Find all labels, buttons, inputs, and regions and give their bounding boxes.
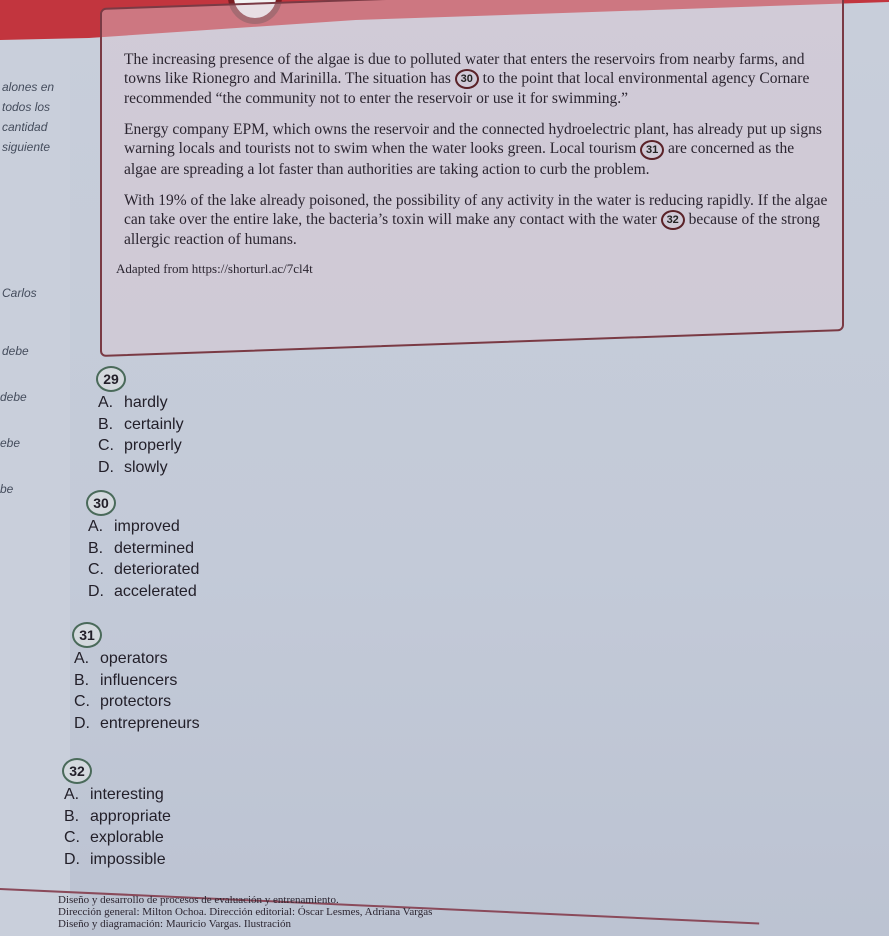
- reading-passage: [116, 50, 830, 277]
- blank-marker: 30: [455, 69, 479, 89]
- margin-word: siguiente: [2, 140, 51, 154]
- margin-word: cantidad: [2, 120, 48, 134]
- option-d[interactable]: D. impossible: [64, 850, 166, 868]
- option-b[interactable]: B. influencers: [74, 671, 178, 689]
- option-d[interactable]: D. accelerated: [88, 582, 197, 600]
- question-30: [86, 490, 199, 602]
- question-29: [96, 366, 184, 478]
- question-number: 30: [86, 490, 116, 516]
- option-b[interactable]: B. determined: [88, 539, 195, 557]
- margin-word: debe: [0, 390, 27, 404]
- option-a[interactable]: A. hardly: [98, 394, 168, 411]
- question-number: 31: [72, 622, 102, 648]
- option-d[interactable]: D. entrepreneurs: [74, 714, 200, 732]
- question-number: 29: [96, 366, 126, 392]
- option-c[interactable]: C. deteriorated: [88, 561, 200, 578]
- blank-marker: 32: [661, 210, 685, 230]
- margin-word: alones en: [2, 80, 55, 94]
- passage-paragraph-1: The increasing presence of the algae is due to polluted water that enters the reservoirs from nearby farms, and towns like Rionegro and Marinilla. The situation has 30 to the point that local environmental agency Cornare recommended “the community not to enter the reservoir or use it for swimming.”: [124, 51, 810, 108]
- option-a[interactable]: A. interesting: [64, 786, 164, 803]
- option-b[interactable]: B. certainly: [98, 415, 184, 433]
- margin-word: Carlos: [2, 286, 37, 300]
- passage-source: Adapted from https://shorturl.ac/7cl4t: [116, 261, 313, 277]
- passage-paragraph-2: Energy company EPM, which owns the reservoir and the connected hydroelectric plant, has already put up signs warning locals and tourists not to swim when the water looks green. Local tourism 31 are concerned as the algae are spreading a lot faster than authorities are taking action to curb the problem.: [124, 121, 822, 178]
- margin-word: todos los: [2, 100, 51, 114]
- option-c[interactable]: C. explorable: [64, 829, 164, 846]
- margin-word: be: [0, 482, 14, 496]
- option-c[interactable]: C. properly: [98, 437, 182, 454]
- question-number: 32: [62, 758, 92, 784]
- blank-marker: 31: [640, 140, 664, 160]
- option-a[interactable]: A. operators: [74, 650, 168, 667]
- option-a[interactable]: A. improved: [88, 518, 180, 535]
- margin-word: ebe: [0, 436, 21, 450]
- passage-paragraph-3: With 19% of the lake already poisoned, the possibility of any activity in the water is reducing rapidly. If the algae can take over the entire lake, the bacteria’s toxin will make any contact with the water 32 because of the strong allergic reaction of humans.: [124, 191, 828, 249]
- option-b[interactable]: B. appropriate: [64, 807, 171, 825]
- question-32: [62, 758, 171, 870]
- footer-credits: Diseño y desarrollo de procesos de evaluación y entrenamiento. Dirección general: Milton Ochoa. Dirección editorial: Óscar Lesmes, Adriana Vargas Diseño y diagramación: Mauricio Vargas. Ilustración: [58, 894, 433, 930]
- question-31: [72, 622, 200, 734]
- option-d[interactable]: D. slowly: [98, 458, 168, 476]
- option-c[interactable]: C. protectors: [74, 693, 172, 710]
- margin-word: debe: [2, 344, 29, 358]
